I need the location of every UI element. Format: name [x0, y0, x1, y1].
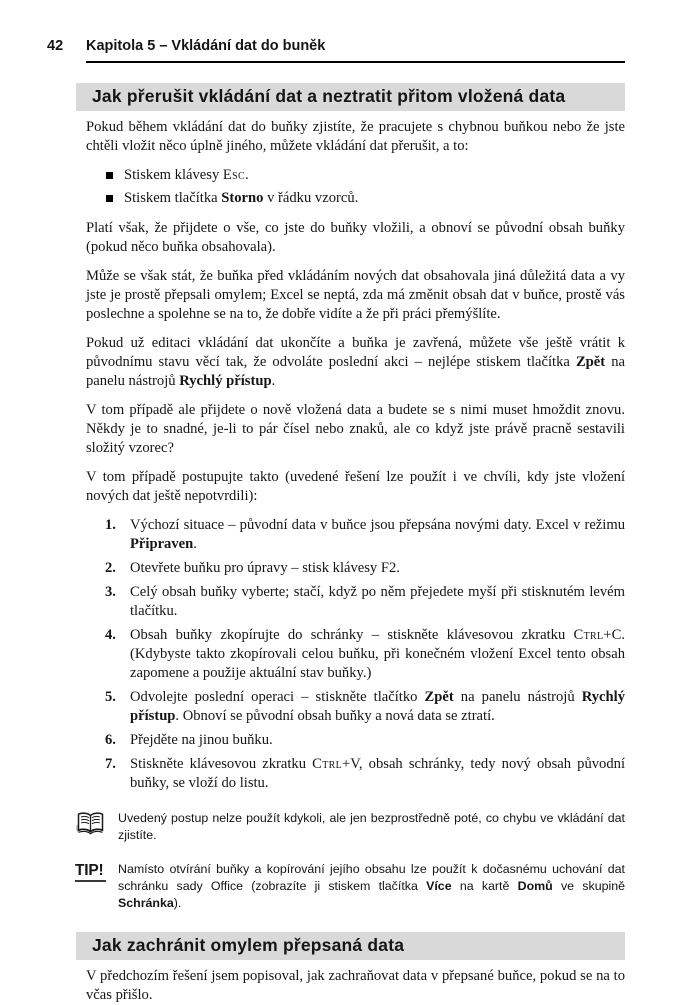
- paragraph: V tom případě postupujte takto (uvedené řešení lze použít i ve chvíli, kdy jste vložení nových dat ještě nepotvrdili):: [86, 469, 625, 504]
- step-text: Otevřete buňku pro úpravy – stisk klávesy F2.: [130, 560, 400, 576]
- note-text: Uvedený postup nelze použít kdykoli, ale jen bezprostředně poté, co chybu ve vkládání dat zjistíte.: [118, 811, 625, 842]
- step-text: Výchozí situace – původní data v buňce jsou přepsána novými daty. Excel v režimu Připraven.: [130, 517, 625, 552]
- tip-label: TIP!: [75, 862, 106, 882]
- step-item: [86, 755, 625, 793]
- step-number: 4.: [105, 627, 116, 643]
- step-text: Celý obsah buňky vyberte; stačí, když po něm přejedete myší při stisknutém levém tlačítku.: [130, 584, 625, 619]
- paragraph: Platí však, že přijdete o vše, co jste do buňky vložili, a obnoví se původní obsah buňky (pokud něco buňka obsahovala).: [86, 220, 625, 255]
- step-text: Obsah buňky zkopírujte do schránky – stiskněte klávesovou zkratku Ctrl+C. (Kdybyste takto zkopírovali celou buňku, při konečném vložení Excel tento obsah zapomene a použije aktuální stav buňky.): [130, 627, 625, 681]
- section-heading-1: Jak přerušit vkládání dat a neztratit přitom vložená data: [76, 83, 625, 111]
- step-item: [86, 516, 625, 554]
- list-item-text: Stiskem klávesy Esc.: [124, 167, 249, 183]
- numbered-steps: [86, 516, 625, 793]
- step-number: 6.: [105, 732, 116, 748]
- list-item: [86, 189, 625, 208]
- bullet-square-icon: [106, 172, 113, 179]
- step-number: 3.: [105, 584, 116, 600]
- step-text: Stiskněte klávesovou zkratku Ctrl+V, obsah schránky, tedy nový obsah původní buňky, se vloží do listu.: [130, 756, 625, 791]
- step-item: [86, 688, 625, 726]
- paragraph: V tom případě ale přijdete o nově vložená data a budete se s nimi muset hmoždit znovu. Někdy je to snadné, je-li to pár čísel nebo znaků, ale co když jste právě pracně sestavili složitý vzorec?: [86, 402, 625, 456]
- step-item: [86, 559, 625, 578]
- tip-box: [75, 861, 625, 912]
- step-number: 2.: [105, 560, 116, 576]
- tip-icon-col: [75, 861, 118, 912]
- section-heading-2: Jak zachránit omylem přepsaná data: [76, 932, 625, 960]
- note-box: [75, 810, 625, 844]
- step-number: 1.: [105, 517, 116, 533]
- chapter-title: Kapitola 5 – Vkládání dat do buněk: [86, 38, 326, 54]
- bullet-list: [86, 166, 625, 208]
- list-item: [86, 166, 625, 185]
- step-item: [86, 583, 625, 621]
- step-item: [86, 731, 625, 750]
- page-number: 42: [47, 38, 64, 54]
- list-item-text: Stiskem tlačítka Storno v řádku vzorců.: [124, 190, 359, 206]
- paragraph-final: V předchozím řešení jsem popisoval, jak zachraňovat data v přepsané buňce, pokud se na to včas přišlo.: [86, 968, 625, 1003]
- tip-text: Namísto otvírání buňky a kopírování jejího obsahu lze použít k dočasnému uchování dat schránku sady Office (zobrazíte ji stiskem tlačítka Více na kartě Domů ve skupině Schránka).: [118, 862, 626, 910]
- note-icon-col: [75, 810, 118, 844]
- paragraph-intro: Pokud během vkládání dat do buňky zjistíte, že pracujete s chybnou buňkou nebo že jste chtěli vložit něco úplně jiného, můžete vkládání dat přerušit, a to:: [86, 119, 625, 154]
- open-book-icon: [75, 811, 106, 836]
- paragraph: Může se však stát, že buňka před vkládáním nových dat obsahovala jiná důležitá data a vy jste je prostě přepsali omylem; Excel se neptá, zda má změnit obsah dat v buňce, prostě vás poslechne a spolehne se na to, že dobře vidíte a že při práci přemýšlíte.: [86, 268, 625, 322]
- step-text: Odvolejte poslední operaci – stiskněte tlačítko Zpět na panelu nástrojů Rychlý přístup. Obnoví se původní obsah buňky a nová data se ztratí.: [130, 689, 625, 724]
- step-number: 7.: [105, 756, 116, 772]
- step-text: Přejděte na jinou buňku.: [130, 732, 273, 748]
- bullet-square-icon: [106, 195, 113, 202]
- step-number: 5.: [105, 689, 116, 705]
- body-paragraphs: [86, 219, 625, 506]
- step-item: [86, 626, 625, 683]
- page-header: [47, 38, 625, 63]
- paragraph: Pokud už editaci vkládání dat ukončíte a buňka je zavřená, můžete vše ještě vrátit k původnímu stavu věcí tak, že odvoláte poslední akci – nejlépe stiskem tlačítka Zpět na panelu nástrojů Rychlý přístup.: [86, 335, 625, 389]
